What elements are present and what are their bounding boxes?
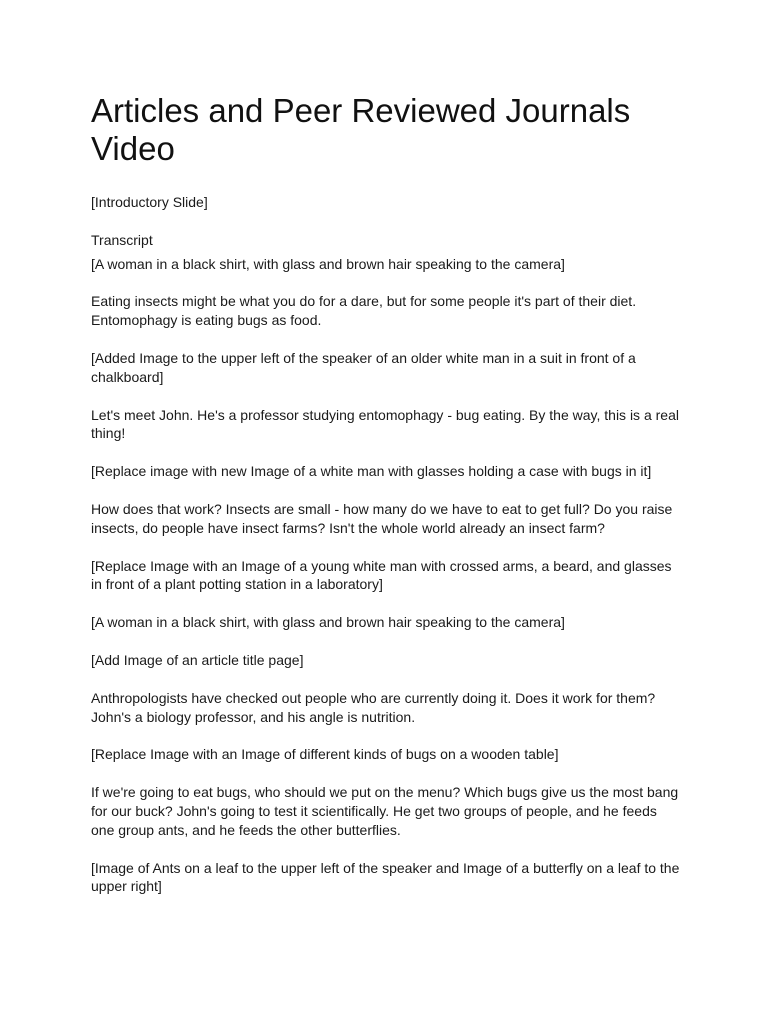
transcript-paragraph: If we're going to eat bugs, who should we put on the menu? Which bugs give us the most bang for our buck? John's going to test it scientifically. He get two groups of people, and he feeds one group ants, and he feeds the other butterflies. [91,784,679,838]
transcript-paragraph: [Added Image to the upper left of the speaker of an older white man in a suit in front of a chalkboard] [91,349,636,385]
document-title: Articles and Peer Reviewed Journals Video [91,92,631,167]
transcript-paragraph: Let's meet John. He's a professor studying entomophagy - bug eating. By the way, this is a real thing! [91,406,679,442]
transcript-paragraph: Eating insects might be what you do for a dare, but for some people it's part of their diet. Entomophagy is eating bugs as food. [91,293,637,329]
transcript-label: Transcript [91,231,153,248]
transcript-paragraph: [Image of Ants on a leaf to the upper left of the speaker and Image of a butterfly on a leaf to the upper right] [91,859,680,895]
transcript-paragraph: [Replace image with new Image of a white man with glasses holding a case with bugs in it] [91,463,652,480]
transcript-paragraph: [Add Image of an article title page] [91,651,304,668]
transcript-paragraph: [Replace Image with an Image of different kinds of bugs on a wooden table] [91,746,559,763]
transcript-paragraph: [Replace Image with an Image of a young white man with crossed arms, a beard, and glasses in front of a plant potting station in a laboratory] [91,557,672,593]
transcript-paragraph: How does that work? Insects are small - how many do we have to eat to get full? Do you raise insects, do people have insect farms? Isn't the whole world already an insect farm? [91,500,673,536]
intro-slide-note: [Introductory Slide] [91,194,208,210]
transcript-paragraph: Anthropologists have checked out people who are currently doing it. Does it work for them? John's a biology professor, and his angle is nutrition. [91,689,656,725]
transcript-paragraph: [A woman in a black shirt, with glass and brown hair speaking to the camera] [91,255,565,272]
transcript-paragraph: [A woman in a black shirt, with glass and brown hair speaking to the camera] [91,614,565,631]
